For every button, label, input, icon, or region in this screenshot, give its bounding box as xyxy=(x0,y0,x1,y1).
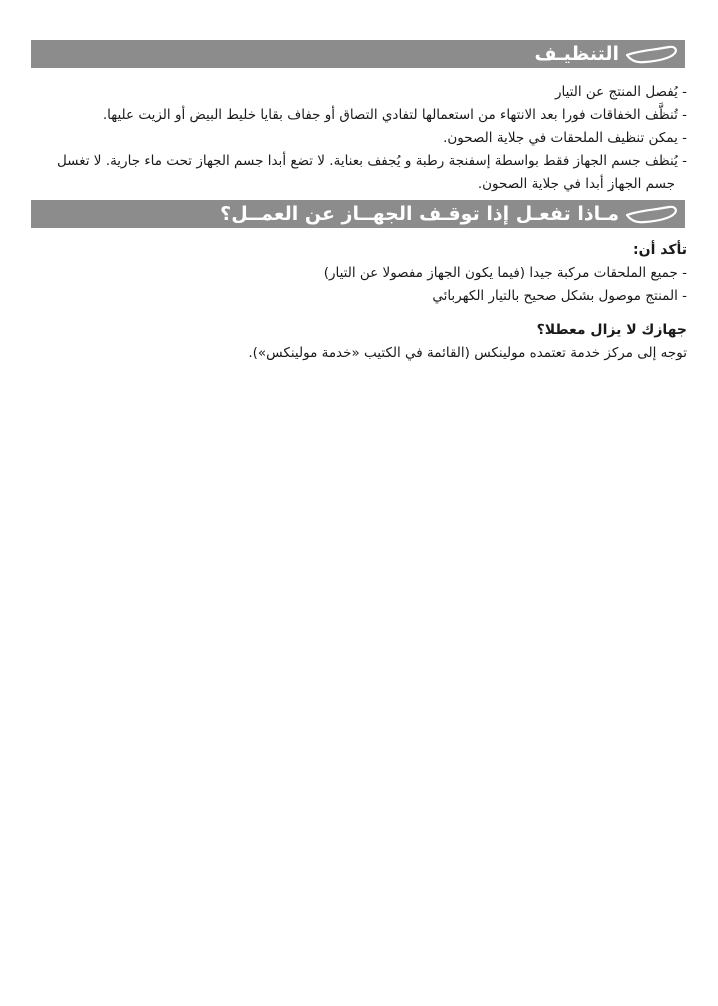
troubleshooting-title: مـاذا تفعـل إذا توقـف الجهــاز عن العمــل؟ xyxy=(220,203,619,225)
check-heading: تأكد أن: xyxy=(633,242,687,258)
cleaning-title: التنظيـف xyxy=(534,43,619,65)
check-line: - المنتج موصول بشكل صحيح بالتيار الكهربائي xyxy=(432,288,687,304)
still-broken-heading: جهازك لا يزال معطلا؟ xyxy=(536,322,687,338)
cleaning-line: - يُنظف جسم الجهاز فقط بواسطة إسفنجة رطبة و يُجفف بعناية. لا تضع أبدا جسم الجهاز تحت ماء جارية. لا تغسل xyxy=(56,153,687,169)
cleaning-section-header xyxy=(31,40,685,68)
check-line: - جميع الملحقات مركبة جيدا (فيما يكون الجهاز مفصولا عن التيار) xyxy=(323,265,687,281)
check-list xyxy=(27,238,687,308)
service-center-line: توجه إلى مركز خدمة تعتمده مولينكس (القائمة في الكتيب «خدمة مولينكس»). xyxy=(248,345,687,361)
curved-arrow-icon xyxy=(623,202,679,226)
cleaning-instructions xyxy=(27,81,687,196)
cleaning-line: جسم الجهاز أبدا في جلاية الصحون. xyxy=(477,176,675,192)
curved-arrow-icon xyxy=(623,42,679,66)
troubleshooting-section-header xyxy=(31,200,685,228)
cleaning-line: - يمكن تنظيف الملحقات في جلاية الصحون. xyxy=(443,130,687,146)
still-broken xyxy=(27,318,687,365)
cleaning-line: - يُفصل المنتج عن التيار xyxy=(554,84,687,100)
cleaning-line: - تُنظَّف الخفاقات فورا بعد الانتهاء من استعمالها لتفادي التصاق أو جفاف بقايا خليط البيض أو الزيت عليها. xyxy=(102,107,687,123)
